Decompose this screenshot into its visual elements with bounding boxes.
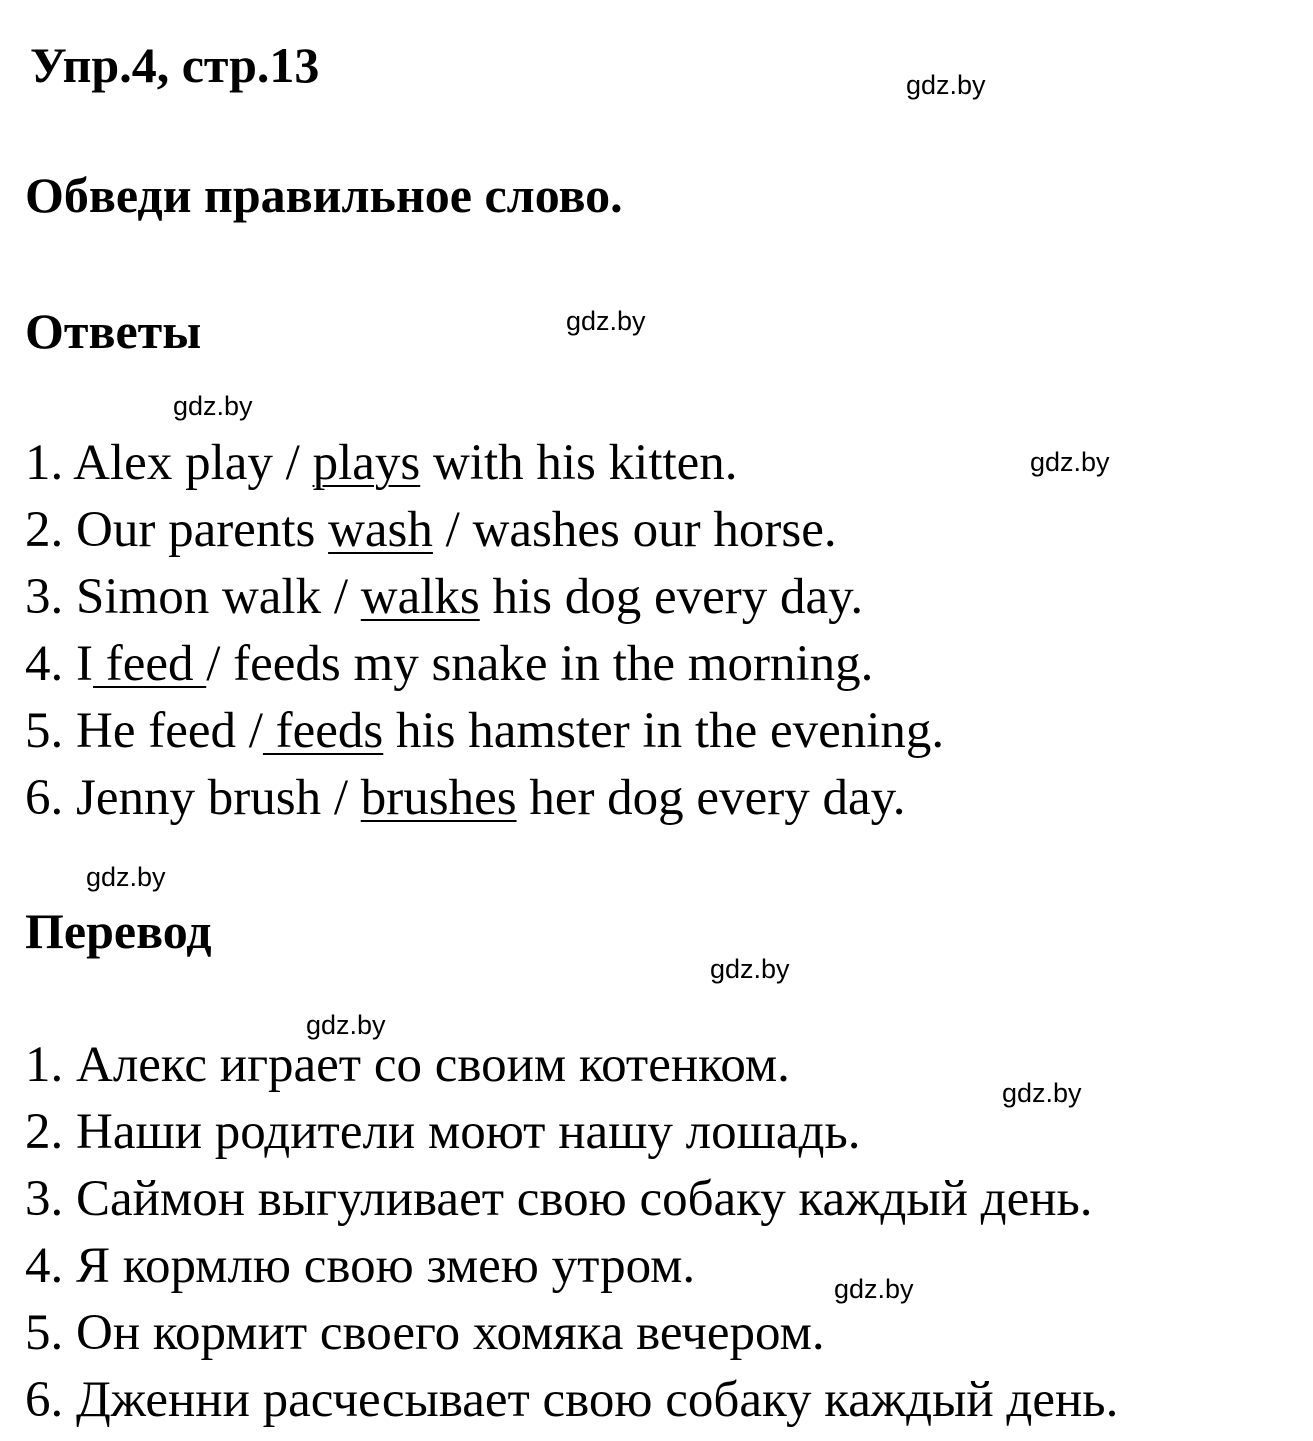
- watermark: gdz.by: [566, 306, 646, 336]
- answer-before: 2. Our parents: [25, 502, 329, 558]
- watermark: gdz.by: [306, 1010, 386, 1040]
- correct-word: wash: [328, 502, 433, 558]
- answer-before: 4. I: [25, 636, 93, 692]
- watermark: gdz.by: [906, 70, 986, 100]
- instruction-text: Обведи правильное слово.: [25, 167, 623, 223]
- answer-before: 5. He feed /: [25, 703, 263, 759]
- watermark: gdz.by: [710, 954, 790, 984]
- answer-after: his hamster in the evening.: [383, 703, 945, 759]
- answer-after: her dog every day.: [516, 770, 906, 826]
- watermark: gdz.by: [834, 1274, 914, 1304]
- answer-line-3: [25, 569, 864, 625]
- answer-after: / washes our horse.: [432, 502, 837, 558]
- answer-line-5: [25, 703, 945, 759]
- watermark: gdz.by: [1002, 1078, 1082, 1108]
- answers-heading: Ответы: [25, 303, 202, 359]
- watermark: gdz.by: [1030, 447, 1110, 477]
- translation-line-6: 6. Дженни расчесывает свою собаку каждый день.: [25, 1372, 1119, 1428]
- translation-line-3: 3. Саймон выгуливает свою собаку каждый день.: [25, 1171, 1093, 1227]
- correct-word: brushes: [360, 770, 517, 826]
- answer-line-1: [25, 435, 738, 491]
- answer-line-6: [25, 770, 906, 826]
- translation-line-1: 1. Алекс играет со своим котенком.: [25, 1037, 790, 1093]
- answer-line-2: [25, 502, 837, 558]
- correct-word: feed: [92, 636, 207, 692]
- answer-before: 6. Jenny brush /: [25, 770, 361, 826]
- answer-after: / feeds my snake in the morning.: [206, 636, 874, 692]
- translation-heading: Перевод: [25, 903, 212, 959]
- answer-after: his dog every day.: [479, 569, 864, 625]
- translation-line-2: 2. Наши родители моют нашу лошадь.: [25, 1104, 861, 1160]
- translation-line-4: 4. Я кормлю свою змею утром.: [25, 1238, 696, 1294]
- answer-after: with his kitten.: [420, 435, 738, 491]
- watermark: gdz.by: [86, 862, 166, 892]
- translation-line-5: 5. Он кормит своего хомяка вечером.: [25, 1305, 825, 1361]
- answer-before: 3. Simon walk /: [25, 569, 361, 625]
- answer-before: 1. Alex play /: [25, 435, 313, 491]
- correct-word: walks: [360, 569, 480, 625]
- watermark: gdz.by: [173, 391, 253, 421]
- answer-line-4: [25, 636, 874, 692]
- correct-word: feeds: [262, 703, 384, 759]
- correct-word: plays: [312, 435, 421, 491]
- page-title: Упр.4, стр.13: [30, 37, 320, 93]
